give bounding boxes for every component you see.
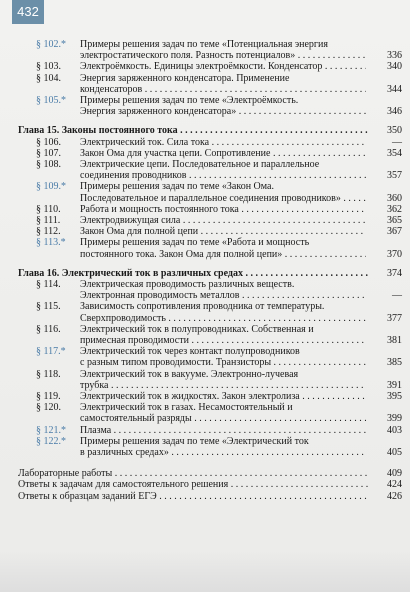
toc-entry bbox=[0, 402, 410, 424]
section-title-line: Электрический ток в жидкостях. Закон электролиза . . . bbox=[80, 391, 366, 403]
section-title-line: соединения проводников . . . bbox=[80, 170, 366, 182]
section-number: § 114. bbox=[36, 279, 61, 290]
page-ref: 350 bbox=[387, 125, 402, 137]
toc-entry bbox=[0, 204, 410, 215]
section-number: § 121.* bbox=[36, 424, 66, 436]
toc-entry bbox=[0, 346, 410, 368]
page-ref: 424 bbox=[387, 479, 402, 491]
page-ref: 395 bbox=[387, 391, 402, 402]
toc-entry bbox=[0, 369, 410, 391]
section-number: § 104. bbox=[36, 72, 61, 84]
section-title-line: Закон Ома для участка цепи. Сопротивление . . . bbox=[80, 148, 366, 160]
section-number: § 102.* bbox=[36, 39, 66, 50]
toc-entry bbox=[0, 425, 410, 436]
page-ref: 405 bbox=[387, 446, 402, 458]
section-title-line: с разным типом проводимости. Транзисторы . . . bbox=[80, 357, 366, 369]
page-ref: 357 bbox=[387, 170, 402, 182]
appendix-title: Лабораторные работы . . . bbox=[18, 468, 368, 480]
toc-entry bbox=[0, 237, 410, 259]
section-title-line: Примеры решения задач по теме «Закон Ома. bbox=[80, 181, 274, 193]
toc-entry bbox=[0, 95, 410, 117]
section-title-line: Электрический ток в полупроводниках. Собственная и bbox=[80, 323, 314, 335]
section-title-line: Энергия заряженного конденсатора. Применение bbox=[80, 72, 290, 84]
section-number: § 109.* bbox=[36, 181, 66, 193]
page-ref: 391 bbox=[387, 379, 402, 391]
page-ref: 426 bbox=[387, 490, 402, 502]
section-number: § 111. bbox=[36, 215, 61, 226]
page-ref: — bbox=[392, 136, 402, 148]
toc-entry bbox=[0, 61, 410, 72]
toc-entry bbox=[0, 159, 410, 181]
section-title-line: Сверхпроводимость . . . bbox=[80, 313, 366, 325]
section-number: § 105.* bbox=[36, 95, 66, 106]
section-title-line: Электронная проводимость металлов . . . bbox=[80, 290, 366, 302]
section-number: § 122.* bbox=[36, 435, 66, 447]
page-ref: 346 bbox=[387, 106, 402, 118]
page-ref: 367 bbox=[387, 226, 402, 238]
section-number: § 120. bbox=[36, 402, 61, 414]
section-title-line: Примеры решения задач по теме «Работа и мощность bbox=[80, 237, 310, 249]
chapter-title: Глава 15. Законы постоянного тока . . . bbox=[18, 125, 368, 137]
section-title-line: конденсаторов . . . bbox=[80, 84, 366, 96]
toc-entry bbox=[0, 226, 410, 237]
section-title-line: Электрический ток через контакт полупроводников bbox=[80, 346, 300, 358]
page-ref: 362 bbox=[387, 203, 402, 215]
page-ref: 354 bbox=[387, 147, 402, 159]
page-ref: 344 bbox=[387, 83, 402, 95]
section-number: § 108. bbox=[36, 159, 61, 170]
section-title-line: Зависимость сопротивления проводника от температуры. bbox=[80, 301, 325, 313]
section-title-line: трубка . . . bbox=[80, 380, 366, 392]
page-ref: 409 bbox=[387, 468, 402, 480]
section-title-line: Энергия заряженного конденсатора» . . . bbox=[80, 106, 366, 118]
page-ref: 381 bbox=[387, 334, 402, 346]
section-title-line: Закон Ома для полной цепи . . . bbox=[80, 226, 366, 238]
page-ref: 365 bbox=[387, 215, 402, 226]
section-number: § 118. bbox=[36, 368, 61, 380]
toc-entry bbox=[0, 391, 410, 402]
section-title-line: Работа и мощность постоянного тока . . . bbox=[80, 204, 366, 216]
section-title-line: Электрический ток. Сила тока . . . bbox=[80, 137, 366, 149]
section-title-line: Примеры решения задач по теме «Электроёмкость. bbox=[80, 95, 299, 106]
toc-entry bbox=[0, 215, 410, 226]
page-ref: 360 bbox=[387, 192, 402, 204]
toc-entry bbox=[0, 73, 410, 95]
page-ref: 403 bbox=[387, 424, 402, 436]
section-number: § 119. bbox=[36, 391, 61, 402]
page-number: 432 bbox=[12, 0, 44, 24]
section-number: § 110. bbox=[36, 203, 61, 215]
page-ref: 370 bbox=[387, 248, 402, 260]
page-ref: — bbox=[392, 290, 402, 302]
toc-entry bbox=[0, 436, 410, 458]
page-ref: 377 bbox=[387, 312, 402, 324]
section-number: § 117.* bbox=[36, 346, 66, 358]
section-number: § 107. bbox=[36, 147, 61, 159]
section-number: § 103. bbox=[36, 61, 61, 73]
section-number: § 113.* bbox=[36, 237, 66, 249]
section-title-line: самостоятельный разряды . . . bbox=[80, 413, 366, 425]
section-title-line: электростатического поля. Разность потенциалов» . . . bbox=[80, 50, 366, 62]
toc-entry bbox=[0, 148, 410, 159]
section-title-line: Электрические цепи. Последовательное и параллельное bbox=[80, 159, 320, 170]
section-number: § 116. bbox=[36, 323, 61, 335]
section-number: § 112. bbox=[36, 226, 61, 238]
section-title-line: в различных средах» . . . bbox=[80, 447, 366, 459]
section-number: § 106. bbox=[36, 136, 61, 148]
section-title-line: Плазма . . . bbox=[80, 425, 366, 437]
section-title-line: Электрический ток в газах. Несамостоятельный и bbox=[80, 402, 293, 414]
section-title-line: Примеры решения задач по теме «Электрический ток bbox=[80, 435, 309, 447]
toc-entry bbox=[0, 279, 410, 301]
toc-entry bbox=[0, 137, 410, 148]
section-title-line: Электрическая проводимость различных веществ. bbox=[80, 279, 295, 290]
page-ref: 340 bbox=[387, 61, 402, 73]
page-ref: 399 bbox=[387, 413, 402, 425]
toc-entry bbox=[0, 301, 410, 323]
appendix-title: Ответы к задачам для самостоятельного решения . . . bbox=[18, 479, 368, 491]
toc-entry bbox=[0, 39, 410, 61]
section-number: § 115. bbox=[36, 301, 61, 313]
page-ref: 374 bbox=[387, 267, 402, 279]
toc-entry bbox=[0, 181, 410, 203]
section-title-line: Электродвижущая сила . . . bbox=[80, 215, 366, 227]
section-title-line: Последовательное и параллельное соединения проводников» . . . bbox=[80, 193, 366, 205]
appendix-title: Ответы к образцам заданий ЕГЭ . . . bbox=[18, 491, 368, 503]
chapter-title: Глава 16. Электрический ток в различных средах . . . bbox=[18, 268, 368, 280]
page-ref: 336 bbox=[387, 50, 402, 62]
section-title-line: Электроёмкость. Единицы электроёмкости. Конденсатор . . . bbox=[80, 61, 366, 73]
section-title-line: Электрический ток в вакууме. Электронно-лучевая bbox=[80, 368, 299, 380]
page-ref: 385 bbox=[387, 357, 402, 369]
section-title-line: постоянного тока. Закон Ома для полной цепи» . . . bbox=[80, 249, 366, 261]
section-title-line: примесная проводимости . . . bbox=[80, 335, 366, 347]
page-shadow bbox=[0, 552, 410, 592]
section-title-line: Примеры решения задач по теме «Потенциальная энергия bbox=[80, 39, 328, 50]
toc-entry bbox=[0, 324, 410, 346]
